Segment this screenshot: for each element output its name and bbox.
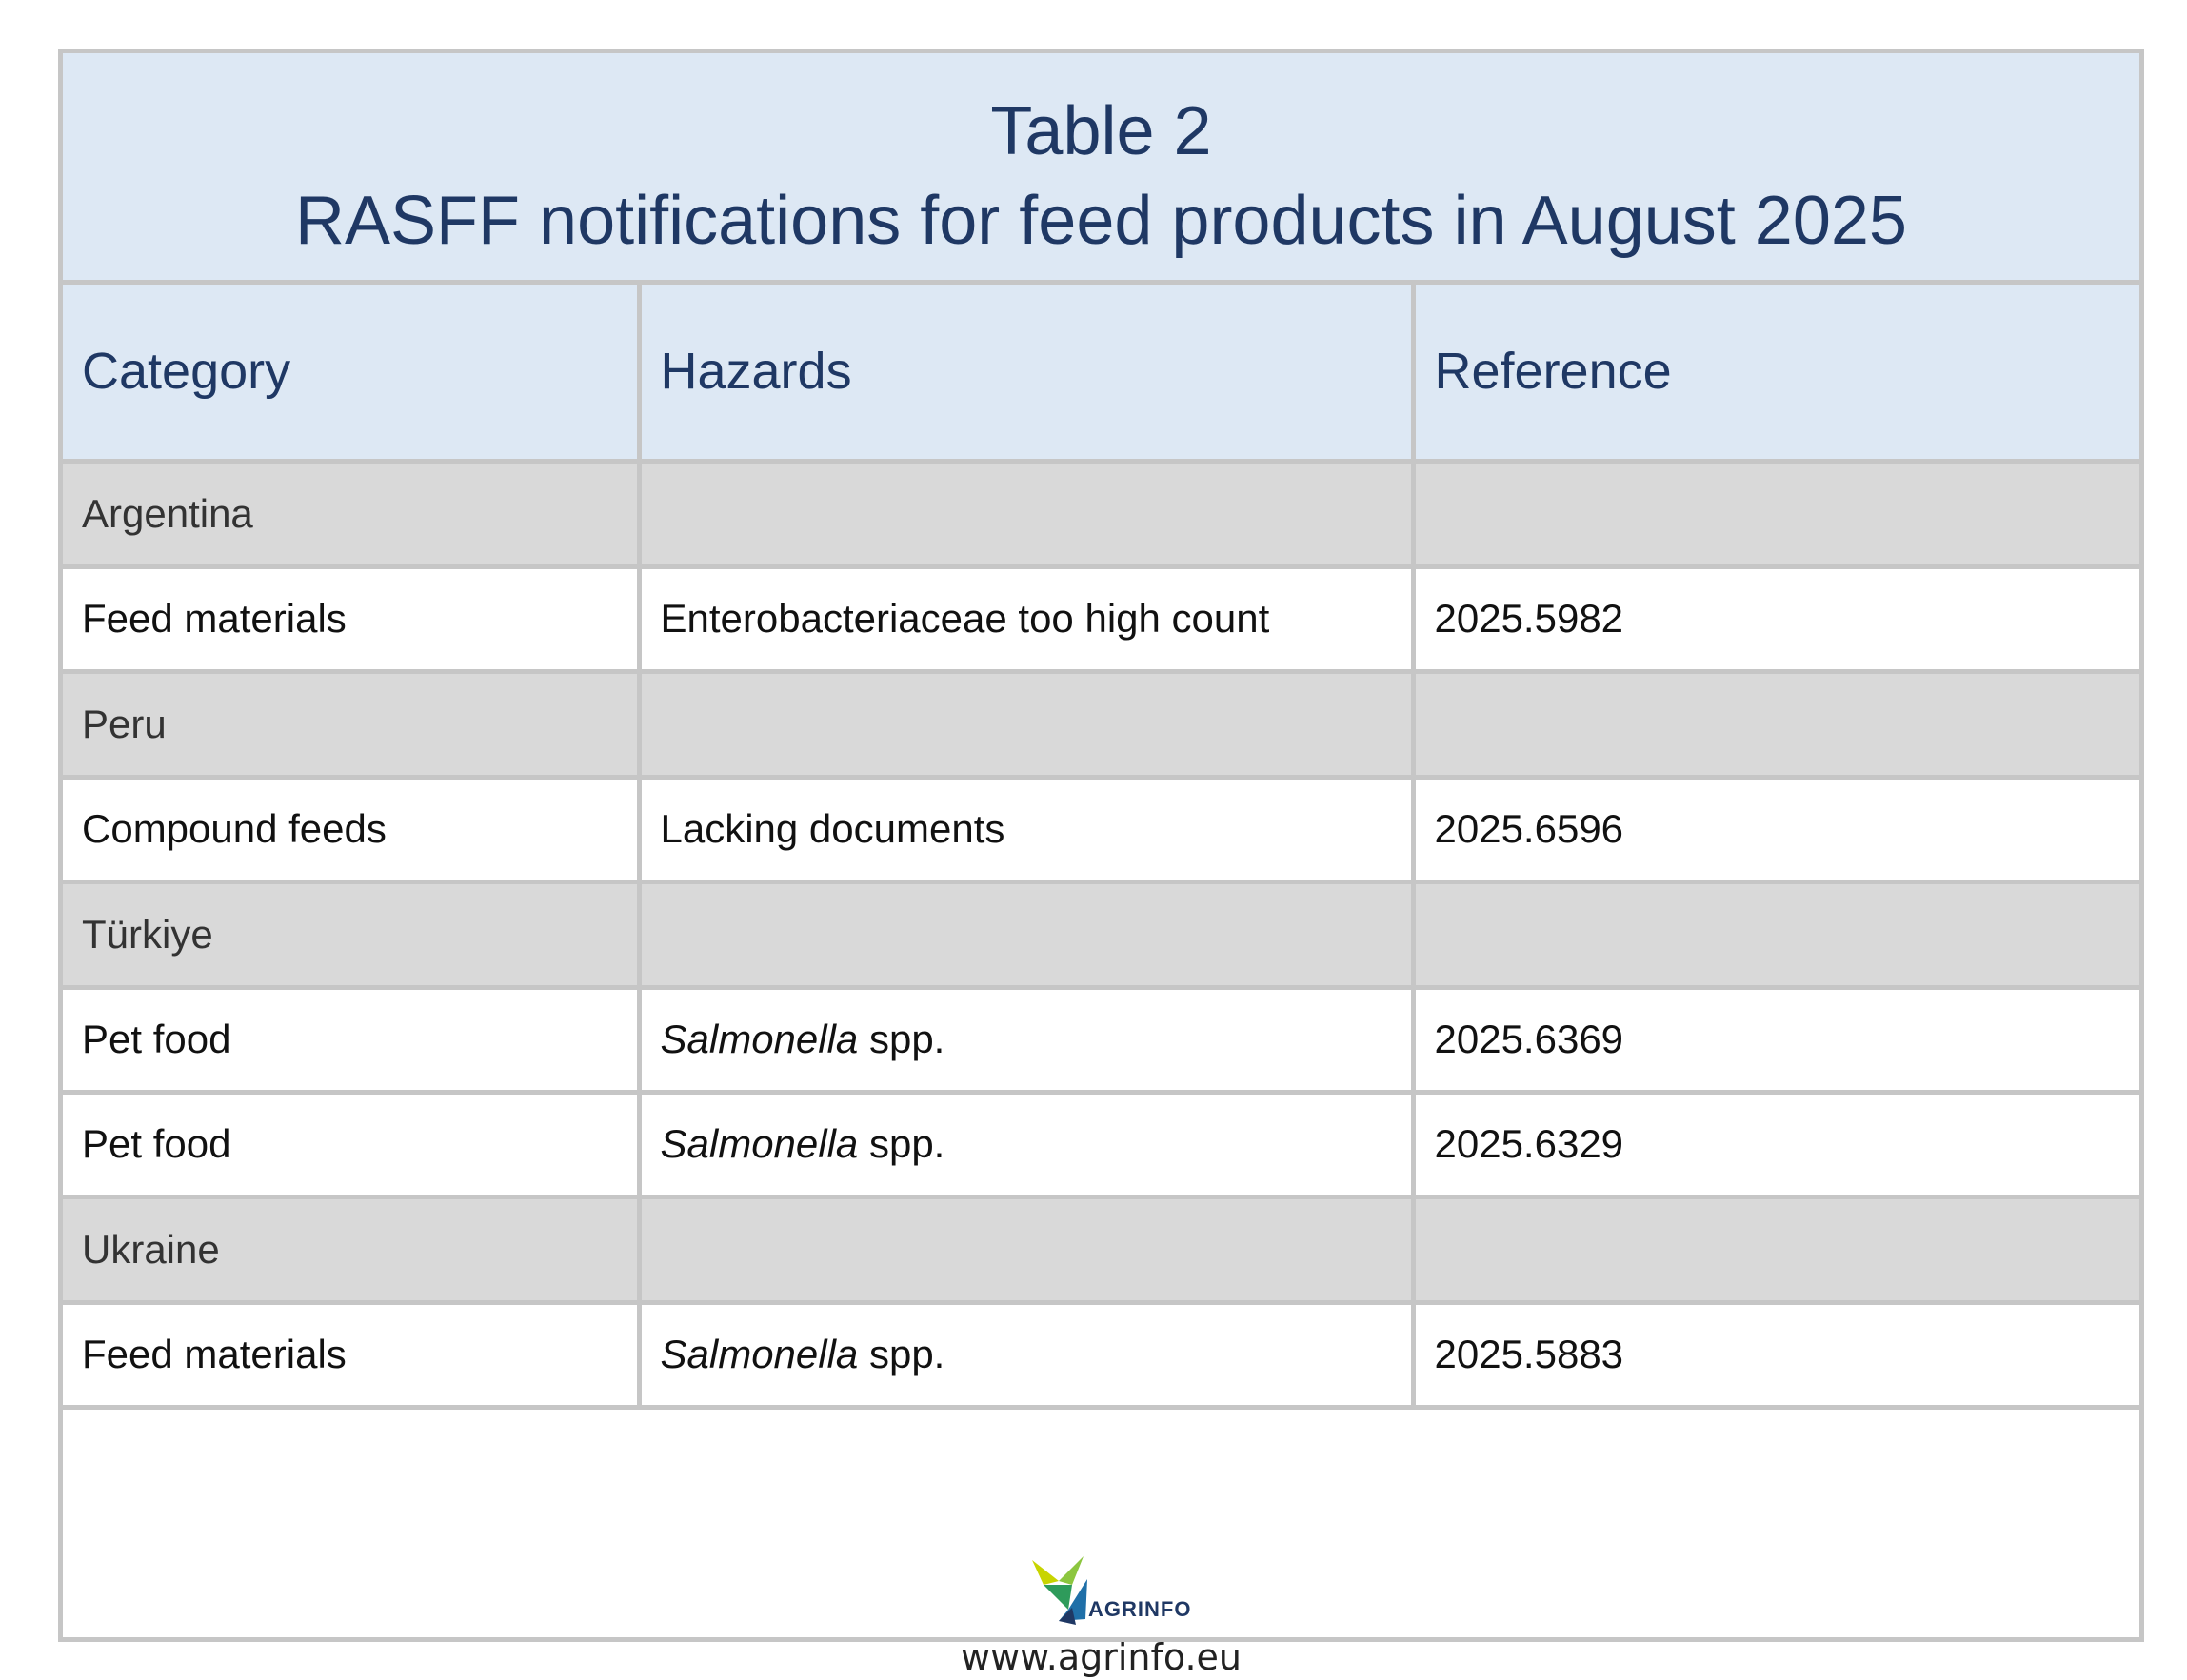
hazard-text: spp. [858, 1017, 945, 1061]
country-name: Peru [63, 671, 639, 777]
empty-cell [639, 881, 1413, 987]
hazard-organism: Salmonella [660, 1332, 859, 1376]
category-cell: Feed materials [63, 1302, 639, 1407]
header-row [63, 285, 2139, 461]
country-name: Ukraine [63, 1196, 639, 1302]
table-number: Table 2 [990, 93, 1212, 169]
website-link[interactable]: www.agrinfo.eu [960, 1636, 1242, 1678]
empty-cell [639, 461, 1413, 566]
country-row-argentina [63, 461, 2139, 566]
hazard-organism: Salmonella [660, 1121, 859, 1166]
hazard-text: Enterobacteriaceae too high count [660, 596, 1270, 641]
column-header-hazards: Hazards [639, 285, 1413, 461]
table-row [63, 1302, 2139, 1407]
table-row [63, 987, 2139, 1092]
logo-wordmark: AGRINFO [1088, 1597, 1192, 1621]
category-cell: Pet food [63, 987, 639, 1092]
reference-cell: 2025.5883 [1413, 1302, 2139, 1407]
empty-cell [1413, 1196, 2139, 1302]
empty-cell [639, 671, 1413, 777]
table-frame [58, 49, 2144, 1678]
empty-cell [1413, 461, 2139, 566]
hazard-cell [639, 1302, 1413, 1407]
table-row [63, 1092, 2139, 1196]
hazard-text: Lacking documents [660, 806, 1005, 851]
category-cell: Pet food [63, 1092, 639, 1196]
hazard-text: spp. [858, 1332, 945, 1376]
hazard-organism: Salmonella [660, 1017, 859, 1061]
hazard-cell [639, 987, 1413, 1092]
column-header-category: Category [63, 285, 639, 461]
reference-cell: 2025.6329 [1413, 1092, 2139, 1196]
country-row-turkiye [63, 881, 2139, 987]
empty-cell [1413, 881, 2139, 987]
empty-cell [639, 1196, 1413, 1302]
country-row-ukraine [63, 1196, 2139, 1302]
country-name: Türkiye [63, 881, 639, 987]
category-cell: Compound feeds [63, 777, 639, 881]
reference-cell: 2025.5982 [1413, 566, 2139, 671]
country-row-peru [63, 671, 2139, 777]
rasff-table [63, 285, 2139, 1410]
category-cell: Feed materials [63, 566, 639, 671]
hazard-cell [639, 566, 1413, 671]
table-row [63, 566, 2139, 671]
country-name: Argentina [63, 461, 639, 566]
column-header-reference: Reference [1413, 285, 2139, 461]
footer [63, 1469, 2139, 1678]
reference-cell: 2025.6596 [1413, 777, 2139, 881]
hazard-cell [639, 1092, 1413, 1196]
table-row [63, 777, 2139, 881]
hazard-cell [639, 777, 1413, 881]
reference-cell: 2025.6369 [1413, 987, 2139, 1092]
hazard-text: spp. [858, 1121, 945, 1166]
table-caption: RASFF notifications for feed products in August 2025 [295, 183, 1907, 259]
table-title [63, 53, 2139, 285]
empty-cell [1413, 671, 2139, 777]
